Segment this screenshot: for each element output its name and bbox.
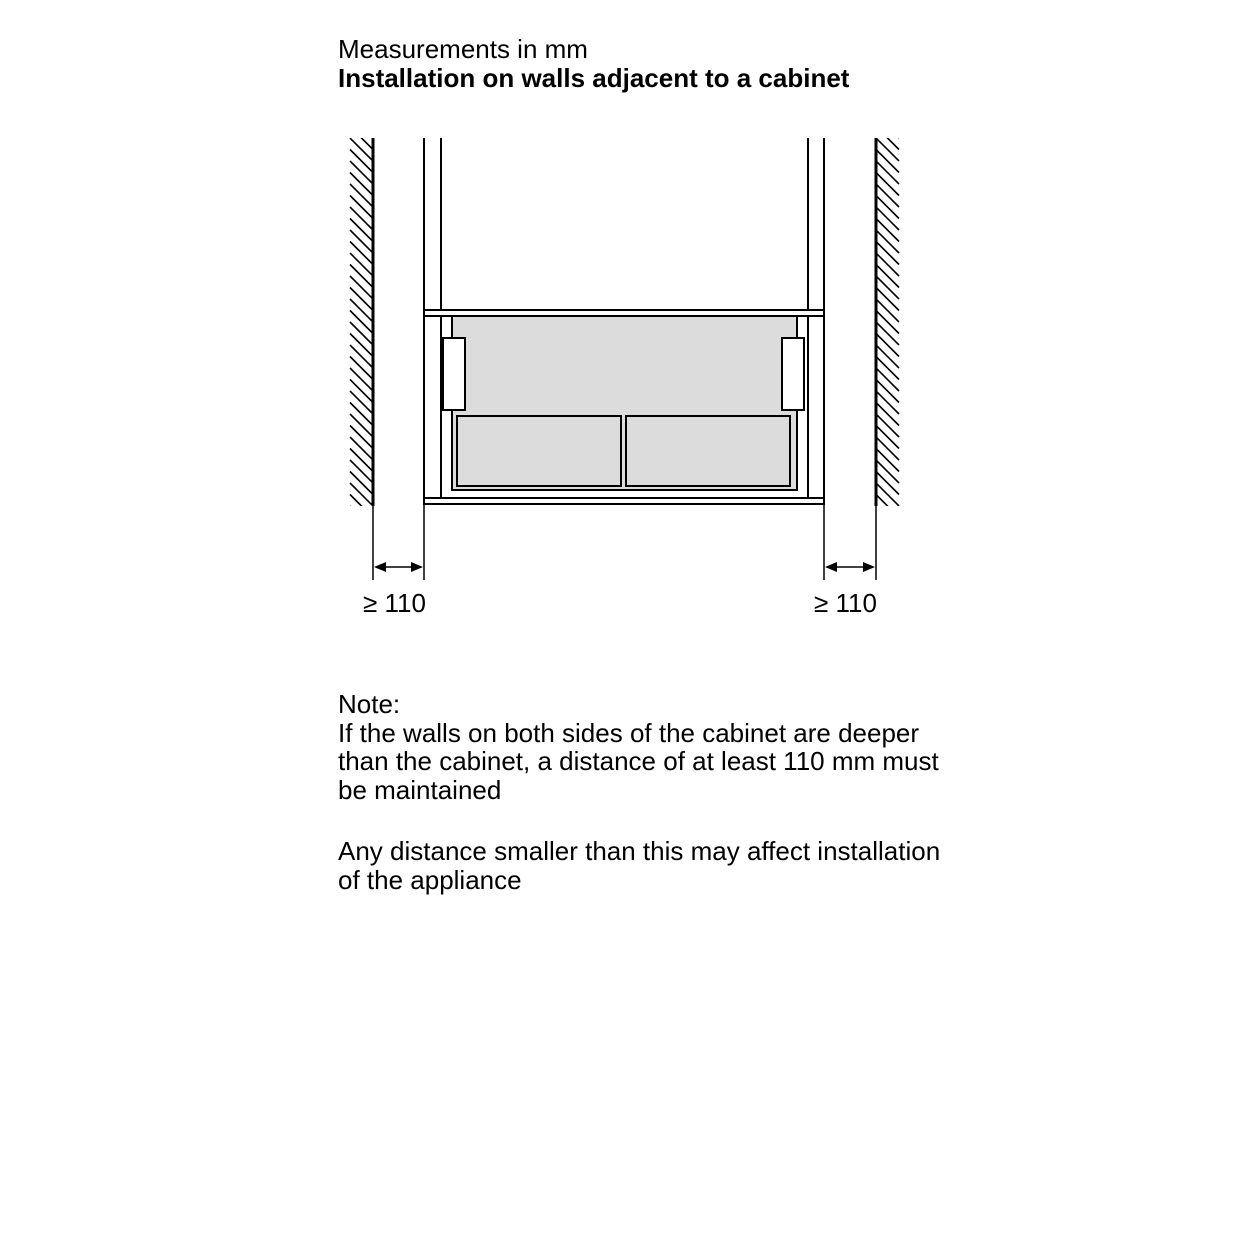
- measurement-units-note: Measurements in mm: [338, 34, 588, 64]
- left-wall-hatch-line: [350, 173, 373, 196]
- left-wall-hatch-line: [350, 357, 373, 380]
- left-wall-hatch-line: [350, 380, 373, 403]
- right-clearance-label: ≥ 110: [814, 588, 877, 618]
- left-wall-hatch-line: [350, 242, 373, 265]
- right-wall-hatch-line: [876, 357, 899, 380]
- left-wall-hatch-line: [350, 403, 373, 426]
- appliance-left-bracket: [443, 338, 465, 410]
- left-clearance-dimension: [373, 504, 424, 580]
- note-paragraph: [338, 690, 958, 804]
- right-wall-hatch-line: [876, 242, 899, 265]
- left-wall-hatch-line: [350, 437, 373, 460]
- left-wall-hatch-line: [350, 495, 373, 518]
- right-wall-hatch-line: [876, 253, 899, 276]
- left-wall-hatch-line: [350, 334, 373, 357]
- right-wall-hatch-line: [876, 460, 899, 483]
- left-wall-hatch-line: [350, 276, 373, 299]
- right-wall-hatch-line: [876, 506, 899, 529]
- note-text: If the walls on both sides of the cabinet are deeper than the cabinet, a distance of at least 110 mm must be maintained: [338, 717, 939, 805]
- right-wall-hatch-line: [876, 288, 899, 311]
- right-wall-hatch-line: [876, 311, 899, 334]
- left-wall-hatch-line: [350, 253, 373, 276]
- right-wall-hatch-line: [876, 414, 899, 437]
- right-clearance-dimension: [824, 504, 876, 580]
- right-wall-hatch-line: [876, 219, 899, 242]
- right-wall-hatch-line: [876, 483, 899, 506]
- right-wall-hatch-line: [876, 380, 899, 403]
- right-wall-hatch-line: [876, 426, 899, 449]
- right-wall-hatch-line: [876, 230, 899, 253]
- appliance-right-bracket: [782, 338, 804, 410]
- right-wall-hatch-line: [876, 322, 899, 345]
- left-wall-hatching: [350, 115, 373, 552]
- right-wall-hatch-line: [876, 334, 899, 357]
- left-wall-hatch-line: [350, 161, 373, 184]
- left-wall-hatch-line: [350, 391, 373, 414]
- right-wall-hatch-line: [876, 265, 899, 288]
- right-wall-hatch-line: [876, 529, 899, 552]
- left-wall-hatch-line: [350, 449, 373, 472]
- left-wall-hatch-line: [350, 518, 373, 541]
- left-wall-hatch-line: [350, 196, 373, 219]
- left-wall-hatch-line: [350, 265, 373, 288]
- left-wall-hatch-line: [350, 150, 373, 173]
- left-wall-hatch-line: [350, 311, 373, 334]
- right-arrowhead-end: [863, 562, 875, 572]
- appliance-drawer-right: [626, 416, 790, 486]
- right-wall-hatch-line: [876, 173, 899, 196]
- left-wall-hatch-line: [350, 127, 373, 150]
- left-arrowhead-start: [374, 562, 386, 572]
- right-wall-hatch-line: [876, 518, 899, 541]
- right-wall-hatch-line: [876, 196, 899, 219]
- left-wall-hatch-line: [350, 288, 373, 311]
- right-wall-hatch-line: [876, 472, 899, 495]
- left-wall-hatch-line: [350, 230, 373, 253]
- left-wall-hatch-line: [350, 115, 373, 138]
- left-wall-hatch-line: [350, 460, 373, 483]
- right-wall-hatch-line: [876, 161, 899, 184]
- appliance-drawer-left: [457, 416, 621, 486]
- left-wall-hatch-line: [350, 483, 373, 506]
- left-wall-hatch-line: [350, 506, 373, 529]
- right-wall-hatch-line: [876, 276, 899, 299]
- installation-note: [338, 690, 958, 894]
- right-wall-hatch-line: [876, 184, 899, 207]
- left-wall-hatch-line: [350, 207, 373, 230]
- right-wall-hatch-line: [876, 391, 899, 414]
- right-wall: [876, 115, 899, 552]
- left-arrowhead-end: [411, 562, 423, 572]
- left-wall-hatch-line: [350, 529, 373, 552]
- note-label: Note:: [338, 689, 401, 719]
- right-wall-hatch-line: [876, 345, 899, 368]
- appliance: [441, 316, 808, 498]
- left-wall-hatch-line: [350, 414, 373, 437]
- left-wall-hatch-line: [350, 219, 373, 242]
- left-clearance-label: ≥ 110: [363, 588, 426, 618]
- left-wall-hatch-line: [350, 368, 373, 391]
- left-wall-hatch-line: [350, 138, 373, 161]
- right-wall-hatching: [876, 115, 899, 552]
- right-wall-hatch-line: [876, 403, 899, 426]
- right-wall-hatch-line: [876, 449, 899, 472]
- right-wall-hatch-line: [876, 138, 899, 161]
- left-wall: [350, 115, 373, 552]
- right-wall-hatch-line: [876, 299, 899, 322]
- left-wall-hatch-line: [350, 345, 373, 368]
- right-wall-hatch-line: [876, 127, 899, 150]
- right-arrowhead-start: [825, 562, 837, 572]
- note-warning: Any distance smaller than this may affect installation of the appliance: [338, 836, 941, 895]
- left-wall-hatch-line: [350, 426, 373, 449]
- left-wall-hatch-line: [350, 472, 373, 495]
- left-wall-hatch-line: [350, 184, 373, 207]
- right-wall-hatch-line: [876, 437, 899, 460]
- right-wall-hatch-line: [876, 495, 899, 518]
- right-wall-hatch-line: [876, 115, 899, 138]
- right-wall-hatch-line: [876, 207, 899, 230]
- left-wall-hatch-line: [350, 322, 373, 345]
- left-wall-hatch-line: [350, 299, 373, 322]
- right-wall-hatch-line: [876, 368, 899, 391]
- page-title: Installation on walls adjacent to a cabinet: [338, 63, 850, 93]
- right-wall-hatch-line: [876, 150, 899, 173]
